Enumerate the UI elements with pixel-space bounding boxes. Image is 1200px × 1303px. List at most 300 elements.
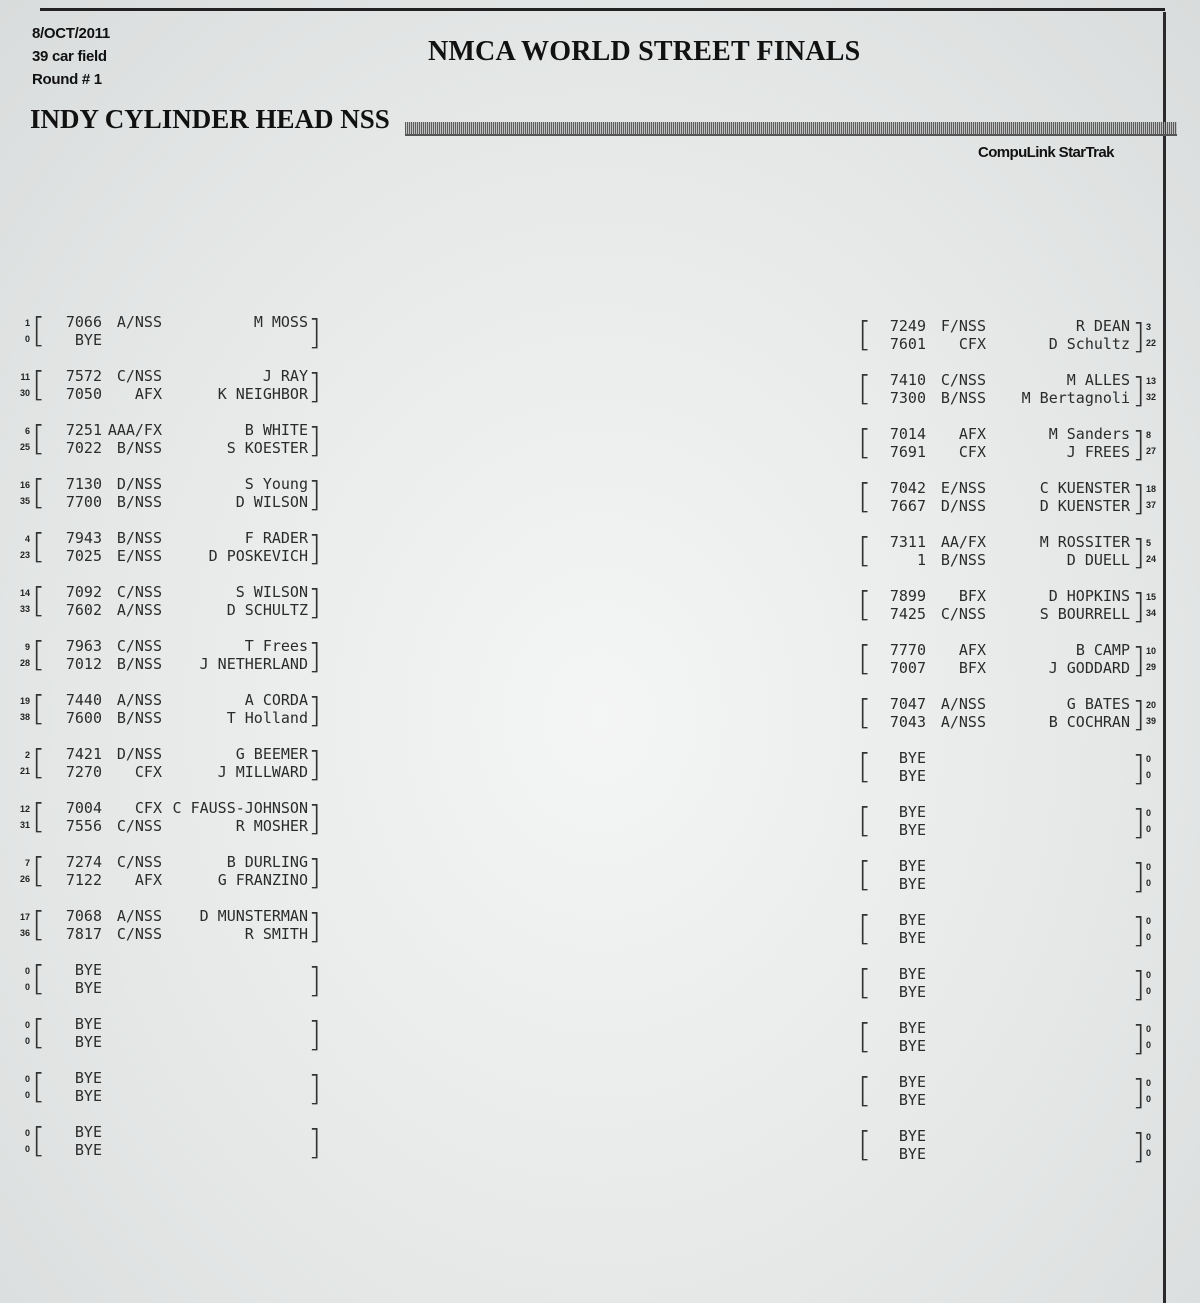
right-bracket: ] [1132,1127,1146,1167]
car-class [104,331,162,349]
right-bracket: ] [308,421,322,461]
seed-top: 16 [19,480,30,490]
car-class: A/NSS [940,695,986,713]
left-bracket: [ [32,1067,46,1107]
right-bracket: ] [308,637,322,677]
right-bracket: ] [308,1015,322,1055]
seed-top: 18 [1146,484,1157,494]
seed-bottom: 30 [19,388,30,398]
car-number: 7963 [65,637,102,655]
driver-name [160,1069,308,1087]
bracket-pair [850,802,1170,842]
car-number: 7130 [65,475,102,493]
seed-bottom: 0 [1146,1094,1152,1104]
driver-name [990,1127,1130,1145]
car-number: 7770 [889,641,926,659]
left-bracket: [ [32,1013,46,1053]
driver-name: R DEAN [1075,317,1130,335]
car-class [928,857,986,875]
car-number: 7047 [889,695,926,713]
driver-name [160,331,308,349]
driver-name: J RAY [262,367,308,385]
car-number: BYE [74,1015,102,1033]
left-bracket: [ [32,527,46,567]
car-class: AFX [134,385,162,403]
left-bracket: [ [858,369,872,409]
bracket-pair [0,420,340,460]
car-number: 7601 [889,335,926,353]
left-bracket: [ [858,639,872,679]
car-class: C/NSS [116,853,162,871]
driver-name [160,961,308,979]
left-bracket: [ [32,473,46,513]
bracket-pair [0,798,340,838]
car-class: B/NSS [116,655,162,673]
driver-name: F RADER [244,529,308,547]
car-number: 7092 [65,583,102,601]
car-number: BYE [898,965,926,983]
left-bracket: [ [858,1071,872,1111]
car-number: BYE [74,979,102,997]
car-number: 7068 [65,907,102,925]
car-number: BYE [898,857,926,875]
seed-top: 9 [24,642,30,652]
right-bracket: ] [308,475,322,515]
car-class: D/NSS [116,475,162,493]
car-number: 7300 [889,389,926,407]
car-number: BYE [898,1127,926,1145]
car-number: 7943 [65,529,102,547]
driver-name [990,1145,1130,1163]
title-rule-underline [405,134,1177,136]
car-number: BYE [74,331,102,349]
left-bracket: [ [32,581,46,621]
seed-bottom: 0 [1146,1148,1152,1158]
bracket-pair [0,744,340,784]
seed-bottom: 0 [24,334,30,344]
car-class: AFX [134,871,162,889]
driver-name [990,1037,1130,1055]
driver-name: D DUELL [1066,551,1130,569]
seed-top: 0 [1146,970,1152,980]
seed-top: 2 [24,750,30,760]
driver-name [990,911,1130,929]
driver-name: D WILSON [235,493,308,511]
seed-bottom: 35 [19,496,30,506]
car-class: C/NSS [116,367,162,385]
right-bracket: ] [308,853,322,893]
bracket-pair [0,1122,340,1162]
bracket-pair [0,906,340,946]
seed-top: 0 [24,1020,30,1030]
car-number: 7899 [889,587,926,605]
page-title: NMCA WORLD STREET FINALS [428,36,861,67]
car-class: F/NSS [940,317,986,335]
car-number: BYE [898,749,926,767]
seed-top: 0 [1146,1132,1152,1142]
bracket-pair [850,1018,1170,1058]
right-bracket: ] [308,799,322,839]
bracket-pair [0,852,340,892]
car-class [104,1033,162,1051]
driver-name [990,749,1130,767]
driver-name [990,983,1130,1001]
car-number: 7004 [65,799,102,817]
seed-bottom: 25 [19,442,30,452]
right-bracket: ] [308,367,322,407]
car-class: E/NSS [940,479,986,497]
driver-name: D Schultz [1048,335,1130,353]
seed-bottom: 0 [24,1144,30,1154]
car-class: AAA/FX [107,421,162,439]
car-class: AA/FX [940,533,986,551]
driver-name: D SCHULTZ [226,601,308,619]
car-class [928,929,986,947]
driver-name [990,1073,1130,1091]
car-number: 7440 [65,691,102,709]
seed-bottom: 39 [1146,716,1157,726]
driver-name: B COCHRAN [1048,713,1130,731]
seed-top: 0 [1146,1078,1152,1088]
seed-top: 3 [1146,322,1152,332]
car-class [104,979,162,997]
right-bracket: ] [1132,317,1146,357]
driver-name: K NEIGHBOR [217,385,308,403]
header-meta [32,22,110,91]
seed-bottom: 26 [19,874,30,884]
driver-name [990,821,1130,839]
car-number: 7066 [65,313,102,331]
right-bracket: ] [1132,1073,1146,1113]
car-number: BYE [74,1087,102,1105]
car-number: 7556 [65,817,102,835]
seed-top: 4 [24,534,30,544]
driver-name: R SMITH [244,925,308,943]
driver-name [160,1033,308,1051]
driver-name: S WILSON [235,583,308,601]
driver-name: J NETHERLAND [199,655,308,673]
seed-top: 0 [1146,916,1152,926]
seed-top: 8 [1146,430,1152,440]
driver-name: D POSKEVICH [208,547,308,565]
car-number: BYE [898,1145,926,1163]
car-number: 7667 [889,497,926,515]
car-number: 7425 [889,605,926,623]
left-bracket: [ [858,909,872,949]
seed-bottom: 0 [24,982,30,992]
right-bracket: ] [1132,749,1146,789]
car-number: BYE [898,1073,926,1091]
car-class: A/NSS [116,601,162,619]
car-class: C/NSS [116,925,162,943]
right-bracket: ] [1132,533,1146,573]
car-class [104,1069,162,1087]
driver-name: D KUENSTER [1039,497,1130,515]
driver-name [160,1087,308,1105]
seed-bottom: 22 [1146,338,1157,348]
left-bracket: [ [858,963,872,1003]
seed-top: 0 [1146,808,1152,818]
seed-top: 6 [24,426,30,436]
bracket-pair [850,856,1170,896]
car-class: B/NSS [116,439,162,457]
seed-bottom: 32 [1146,392,1157,402]
seed-bottom: 0 [1146,986,1152,996]
seed-bottom: 29 [1146,662,1157,672]
seed-top: 17 [19,912,30,922]
right-bracket: ] [1132,641,1146,681]
car-class: D/NSS [116,745,162,763]
bracket-pair [850,1072,1170,1112]
seed-bottom: 0 [1146,770,1152,780]
left-bracket: [ [32,797,46,837]
car-class: B/NSS [940,551,986,569]
bracket-pair [850,748,1170,788]
car-class: CFX [958,443,986,461]
car-number: BYE [74,1033,102,1051]
car-number: BYE [898,821,926,839]
driver-name: G BATES [1066,695,1130,713]
driver-name: G BEEMER [235,745,308,763]
seed-top: 14 [19,588,30,598]
left-bracket: [ [858,855,872,895]
driver-name: B CAMP [1075,641,1130,659]
seed-bottom: 21 [19,766,30,776]
car-class [104,1123,162,1141]
left-bracket: [ [32,635,46,675]
seed-bottom: 0 [24,1090,30,1100]
left-bracket: [ [32,365,46,405]
right-bracket: ] [308,745,322,785]
car-number: 7025 [65,547,102,565]
car-number: BYE [898,1037,926,1055]
seed-top: 12 [19,804,30,814]
brand-label: CompuLink StarTrak [978,144,1114,161]
left-bracket: [ [858,1017,872,1057]
car-class: CFX [958,335,986,353]
car-class [928,983,986,1001]
bracket-pair [0,528,340,568]
left-bracket: [ [858,477,872,517]
car-class [928,965,986,983]
bracket-pair [850,532,1170,572]
car-class [928,1091,986,1109]
bracket-pair [850,586,1170,626]
seed-top: 10 [1146,646,1157,656]
left-bracket: [ [858,747,872,787]
seed-top: 0 [24,1128,30,1138]
driver-name: C KUENSTER [1039,479,1130,497]
car-number: 7572 [65,367,102,385]
car-class: A/NSS [116,313,162,331]
seed-bottom: 0 [1146,824,1152,834]
car-class: A/NSS [940,713,986,731]
bracket-pair [0,960,340,1000]
bracket-pair [0,690,340,730]
car-class: AFX [958,641,986,659]
car-number: 1 [916,551,926,569]
car-class: E/NSS [116,547,162,565]
car-number: BYE [898,767,926,785]
driver-name: R MOSHER [235,817,308,835]
car-number: 7691 [889,443,926,461]
car-class: C/NSS [940,605,986,623]
class-title: INDY CYLINDER HEAD NSS [30,104,390,134]
driver-name [160,1123,308,1141]
bracket-pair [850,640,1170,680]
right-bracket: ] [308,583,322,623]
car-number: 7050 [65,385,102,403]
car-class [928,875,986,893]
car-number: BYE [74,1069,102,1087]
right-bracket: ] [1132,479,1146,519]
car-class [928,1073,986,1091]
right-bracket: ] [1132,857,1146,897]
driver-name [990,1091,1130,1109]
car-number: 7410 [889,371,926,389]
seed-top: 0 [1146,1024,1152,1034]
bracket-pair [850,694,1170,734]
left-bracket: [ [32,311,46,351]
bracket-pair [850,316,1170,356]
car-class [928,803,986,821]
left-bracket: [ [32,905,46,945]
car-number: BYE [898,1091,926,1109]
car-class: C/NSS [116,637,162,655]
driver-name: M ALLES [1066,371,1130,389]
car-class: AFX [958,425,986,443]
driver-name [160,979,308,997]
car-class [928,767,986,785]
car-number: 7311 [889,533,926,551]
seed-top: 0 [1146,754,1152,764]
bracket-pair [850,370,1170,410]
bracket-pair [0,366,340,406]
car-class: CFX [134,763,162,781]
driver-name: M Sanders [1048,425,1130,443]
car-class: B/NSS [940,389,986,407]
car-number: BYE [898,911,926,929]
seed-top: 0 [24,966,30,976]
driver-name: S KOESTER [226,439,308,457]
left-bracket: [ [32,419,46,459]
car-class [928,911,986,929]
right-bracket: ] [308,313,322,353]
left-bracket: [ [858,585,872,625]
right-bracket: ] [1132,965,1146,1005]
seed-top: 15 [1146,592,1157,602]
car-class [928,1037,986,1055]
right-bracket: ] [308,529,322,569]
left-bracket: [ [858,423,872,463]
bracket-pair [0,636,340,676]
driver-name: G FRANZINO [217,871,308,889]
seed-top: 13 [1146,376,1157,386]
car-number: 7007 [889,659,926,677]
car-number: BYE [898,929,926,947]
driver-name: A CORDA [244,691,308,709]
car-number: 7122 [65,871,102,889]
seed-bottom: 27 [1146,446,1157,456]
bracket-pair [850,478,1170,518]
driver-name [160,1015,308,1033]
seed-top: 1 [24,318,30,328]
car-class [928,821,986,839]
left-bracket: [ [32,689,46,729]
seed-top: 19 [19,696,30,706]
bracket-pair [0,582,340,622]
car-number: BYE [898,803,926,821]
right-bracket: ] [1132,371,1146,411]
car-number: 7022 [65,439,102,457]
seed-bottom: 34 [1146,608,1157,618]
driver-name [160,1141,308,1159]
car-number: 7270 [65,763,102,781]
seed-bottom: 0 [24,1036,30,1046]
car-number: BYE [74,1141,102,1159]
car-class [104,1015,162,1033]
left-bracket: [ [32,959,46,999]
right-bracket: ] [308,961,322,1001]
car-class: A/NSS [116,907,162,925]
car-number: BYE [74,961,102,979]
title-rule [405,122,1177,134]
car-class: B/NSS [116,529,162,547]
driver-name [990,1019,1130,1037]
car-number: 7042 [889,479,926,497]
driver-name: B DURLING [226,853,308,871]
right-bracket: ] [1132,695,1146,735]
car-class: B/NSS [116,709,162,727]
car-number: 7600 [65,709,102,727]
car-class: D/NSS [940,497,986,515]
seed-bottom: 24 [1146,554,1157,564]
bracket-pair [0,1068,340,1108]
right-bracket: ] [1132,1019,1146,1059]
car-number: 7421 [65,745,102,763]
driver-name: B WHITE [244,421,308,439]
car-class [104,1087,162,1105]
car-number: BYE [898,983,926,1001]
driver-name: M MOSS [253,313,308,331]
right-bracket: ] [1132,425,1146,465]
car-class [928,1145,986,1163]
bracket-pair [850,424,1170,464]
seed-bottom: 28 [19,658,30,668]
car-class: B/NSS [116,493,162,511]
car-class [104,1141,162,1159]
driver-name: J MILLWARD [217,763,308,781]
left-bracket: [ [858,531,872,571]
car-class: C/NSS [940,371,986,389]
car-number: BYE [74,1123,102,1141]
car-class: C/NSS [116,583,162,601]
car-number: BYE [898,875,926,893]
seed-bottom: 31 [19,820,30,830]
seed-bottom: 33 [19,604,30,614]
left-bracket: [ [858,801,872,841]
left-bracket: [ [858,1125,872,1165]
driver-name [990,929,1130,947]
driver-name [990,803,1130,821]
seed-top: 20 [1146,700,1157,710]
right-bracket: ] [308,1069,322,1109]
seed-top: 0 [1146,862,1152,872]
right-bracket: ] [1132,803,1146,843]
seed-top: 0 [24,1074,30,1084]
right-bracket: ] [308,691,322,731]
car-number: 7700 [65,493,102,511]
